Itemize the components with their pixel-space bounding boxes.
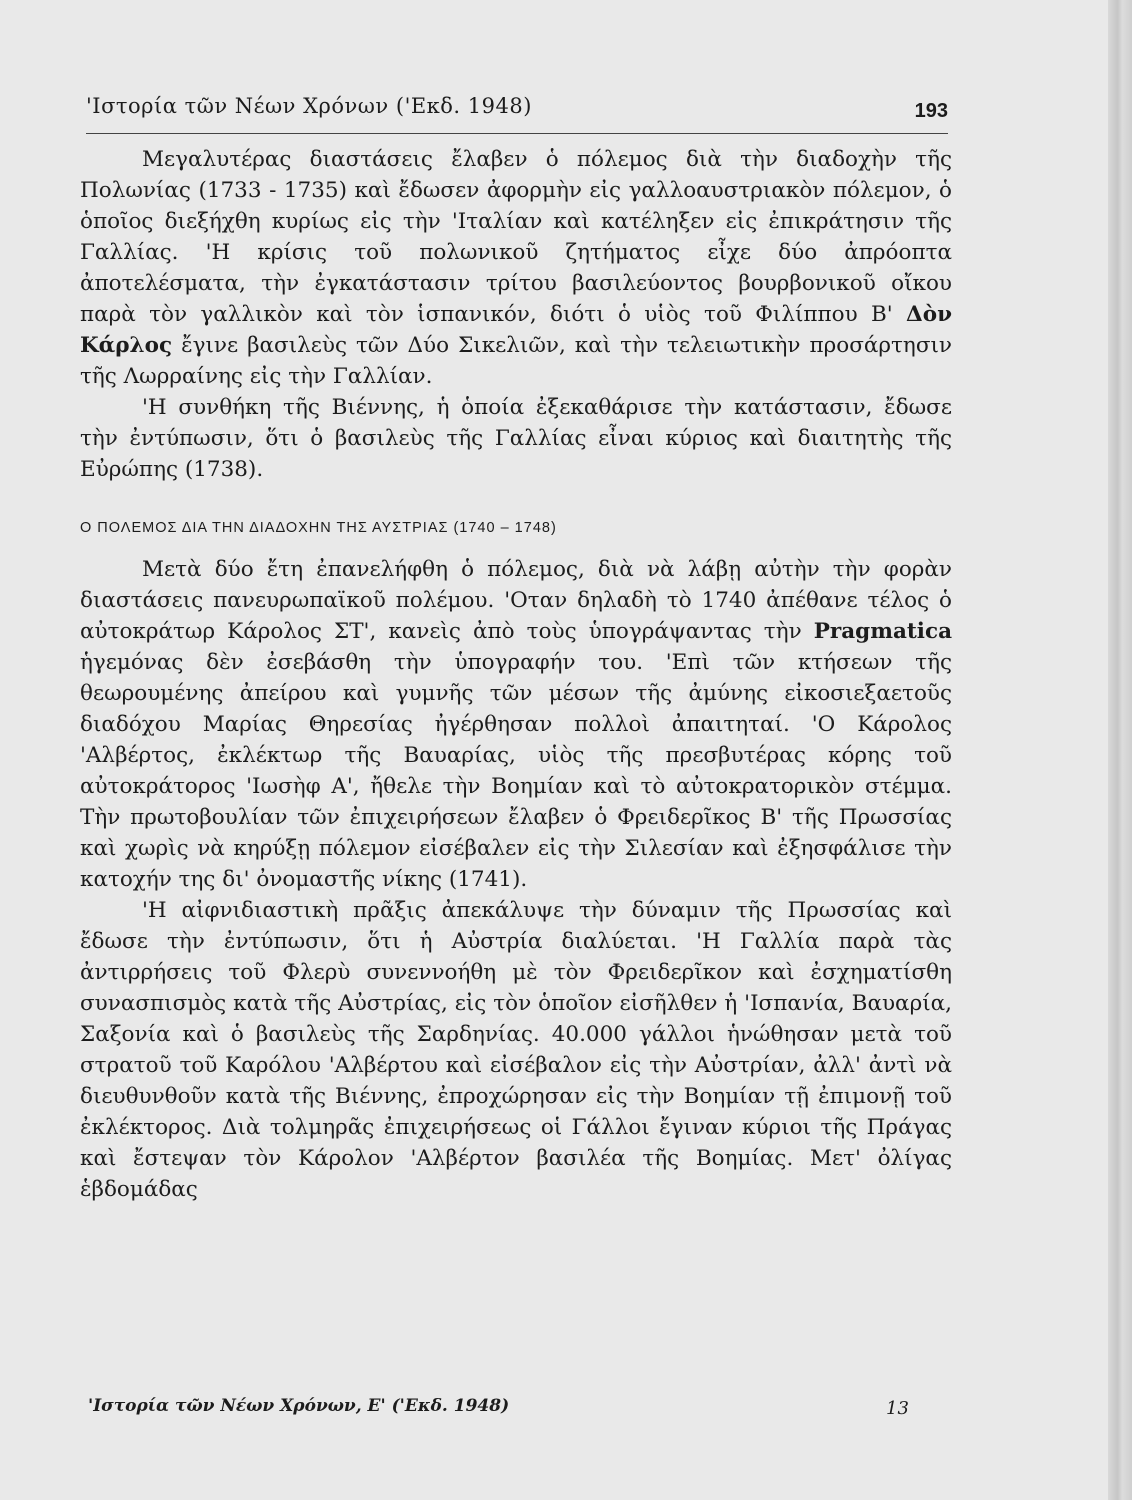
- header-rule: [86, 133, 948, 134]
- paragraph-austrian-succession: [80, 554, 952, 895]
- footer-book-title: 'Ιστορία τῶν Νέων Χρόνων, Ε' ('Εκδ. 1948): [88, 1396, 510, 1416]
- paragraph-1-text-b: ἔγινε βασιλεὺς τῶν Δύο Σικελιῶν, καὶ τὴν τελειωτικὴν προσάρτησιν τῆς Λωρραίνης εἰς τὴν Γαλλίαν.: [80, 333, 952, 389]
- paragraph-3-text-a: Μετὰ δύο ἔτη ἐπανελήφθη ὁ πόλεμος, διὰ νὰ λάβῃ αὐτὴν τὴν φορὰν διαστάσεις πανευρωπαϊκοῦ πολέμου. 'Οταν δηλαδὴ τὸ 1740 ἀπέθανε τέλος ὁ αὐτοκράτωρ Κάρολος ΣΤ', κανεὶς ἀπὸ τοὺς ὑπογράψαντας τὴν: [80, 557, 952, 644]
- page-footer: [88, 1396, 928, 1426]
- bold-pragmatica: Pragmatica: [813, 619, 952, 644]
- running-header-title: 'Ιστορία τῶν Νέων Χρόνων ('Εκδ. 1948): [86, 94, 532, 118]
- bold-don-carlos: Δὸν Κάρλος: [80, 302, 952, 358]
- paragraph-prussian-action: 'Η αἰφνιδιαστικὴ πρᾶξις ἀπεκάλυψε τὴν δύναμιν τῆς Πρωσσίας καὶ ἔδωσε τὴν ἐντύπωσιν, ὅτι ἡ Αὐστρία διαλύεται. 'Η Γαλλία παρὰ τὰς ἀντιρρήσεις τοῦ Φλερὺ συνεννοήθη μὲ τὸν Φρειδερῖκον καὶ ἐσχηματίσθη συνασπισμὸς κατὰ τῆς Αὐστρίας, εἰς τὸν ὁποῖον εἰσῆλθεν ἡ 'Ισπανία, Βαυαρία, Σαξονία καὶ ὁ βασιλεὺς τῆς Σαρδηνίας. 40.000 γάλλοι ἡνώθησαν μετὰ τοῦ στρατοῦ τοῦ Καρόλου 'Αλβέρτου καὶ εἰσέβαλον εἰς τὴν Αὐστρίαν, ἀλλ' ἀντὶ νὰ διευθυνθοῦν κατὰ τῆς Βιέννης, ἐπροχώρησαν εἰς τὴν Βοημίαν τῇ ἐπιμονῇ τοῦ ἐκλέκτορος. Διὰ τολμηρᾶς ἐπιχειρήσεως οἱ Γάλλοι ἔγιναν κύριοι τῆς Πράγας καὶ ἔστεψαν τὸν Κάρολον 'Αλβέρτον βασιλέα τῆς Βοημίας. Μετ' ὀλίγας ἑβδομάδας: [80, 898, 952, 1202]
- paragraph-treaty-vienna: 'Η συνθήκη τῆς Βιέννης, ἡ ὁποία ἐξεκαθάρισε τὴν κατάστασιν, ἔδωσε τὴν ἐντύπωσιν, ὅτι ὁ βασιλεὺς τῆς Γαλλίας εἶναι κύριος καὶ διαιτητὴς τῆς Εὐρώπης (1738).: [80, 395, 952, 482]
- body-text: [80, 144, 952, 1205]
- running-header: [86, 94, 948, 134]
- footer-signature-mark: 13: [886, 1398, 909, 1419]
- page-number: 193: [914, 100, 948, 122]
- paragraph-polish-succession: [80, 144, 952, 392]
- section-heading: Ο ΠΟΛΕΜΟΣ ΔΙΑ ΤΗΝ ΔΙΑΔΟΧΗΝ ΤΗΣ ΑΥΣΤΡΙΑΣ (1740 – 1748): [80, 520, 557, 536]
- paragraph-1-text-a: Μεγαλυτέρας διαστάσεις ἔλαβεν ὁ πόλεμος διὰ τὴν διαδοχὴν τῆς Πολωνίας (1733 - 1735) καὶ ἔδωσεν ἀφορμὴν εἰς γαλλοαυστριακὸν πόλεμον, ὁ ὁποῖος διεξήχθη κυρίως εἰς τὴν 'Ιταλίαν καὶ κατέληξεν εἰς ἐπικράτησιν τῆς Γαλλίας. 'Η κρίσις τοῦ πολωνικοῦ ζητήματος εἶχε δύο ἀπρόοπτα ἀποτελέσματα, τὴν ἐγκατάστασιν τρίτου βασιλεύοντος βουρβονικοῦ οἴκου παρὰ τὸν γαλλικὸν καὶ τὸν ἱσπανικόν, διότι ὁ υἱὸς τοῦ Φιλίππου Β': [80, 147, 952, 327]
- paragraph-3-text-b: ἡγεμόνας δὲν ἐσεβάσθη τὴν ὑπογραφήν του. 'Επὶ τῶν κτήσεων τῆς θεωρουμένης ἀπείρου καὶ γυμνῆς τῶν μέσων τῆς ἀμύνης εἰκοσιεξαετοῦς διαδόχου Μαρίας Θηρεσίας ἠγέρθησαν πολλοὶ ἀπαιτηταί. 'Ο Κάρολος 'Αλβέρτος, ἐκλέκτωρ τῆς Βαυαρίας, υἱὸς τῆς πρεσβυτέρας κόρης τοῦ αὐτοκράτορος 'Ιωσὴφ Α', ἤθελε τὴν Βοημίαν καὶ τὸ αὐτοκρατορικὸν στέμμα. Τὴν πρωτοβουλίαν τῶν ἐπιχειρήσεων ἔλαβεν ὁ Φρειδερῖκος Β' τῆς Πρωσσίας καὶ χωρὶς νὰ κηρύξῃ πόλεμον εἰσέβαλεν εἰς τὴν Σιλεσίαν καὶ ἐξησφάλισε τὴν κατοχήν της δι' ὀνομαστῆς νίκης (1741).: [80, 650, 952, 892]
